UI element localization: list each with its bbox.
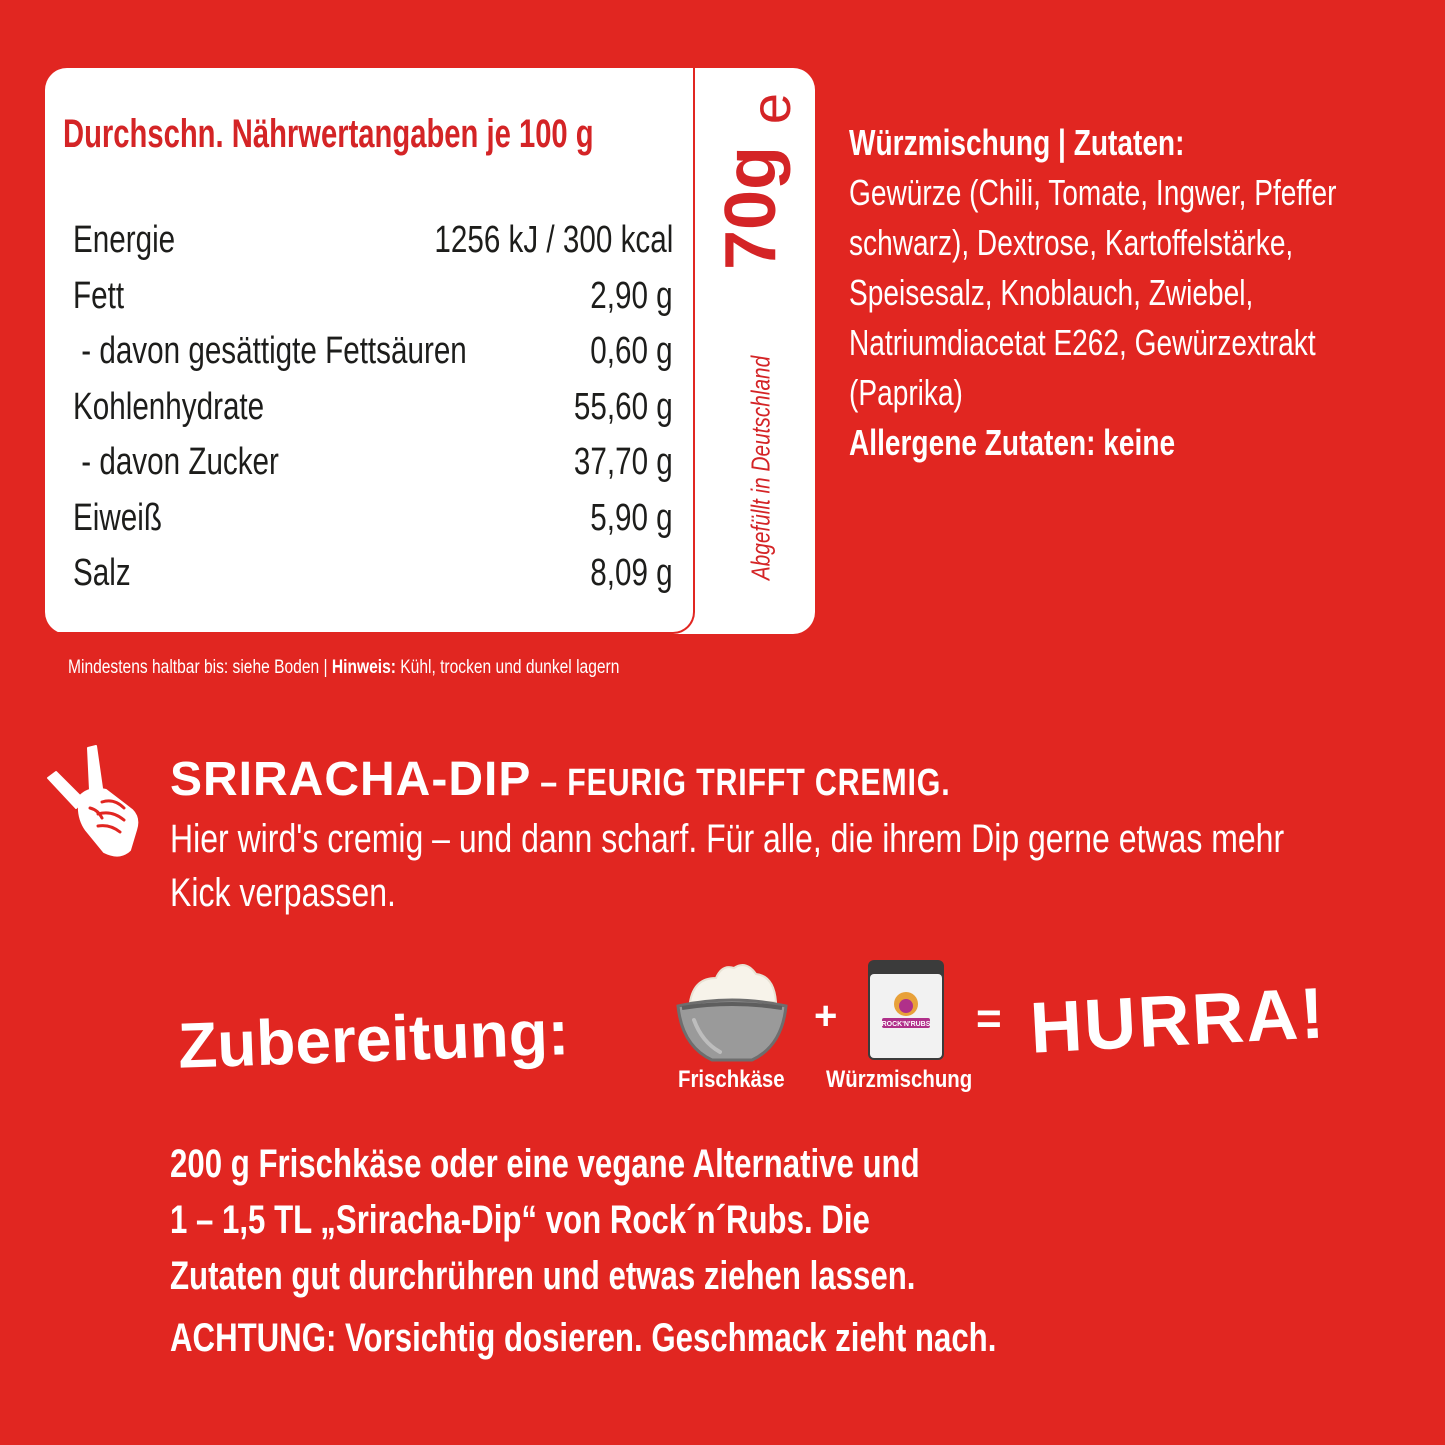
dip-text-line: Hier wird's cremig – und dann scharf. Für alle, die ihrem Dip gerne etwas mehr xyxy=(170,817,1285,861)
nutrition-label: Eiweiß xyxy=(73,496,162,539)
spice-mix-caption: Würzmischung xyxy=(826,1066,973,1093)
ingredients-heading: Würzmischung | Zutaten: xyxy=(849,122,1185,163)
equals-sign: = xyxy=(976,994,1002,1043)
nutrition-table xyxy=(73,218,673,607)
nutrition-label: Salz xyxy=(73,552,131,594)
origin-note: Abgefüllt in Deutschland xyxy=(745,355,776,581)
nutrition-row xyxy=(73,329,673,385)
nutrition-row xyxy=(73,218,673,274)
recipe-line: 1 – 1,5 TL „Sriracha-Dip“ von Rock´n´Rubs. Die xyxy=(170,1198,870,1242)
recipe-line: 200 g Frischkäse oder eine vegane Alternative und xyxy=(170,1142,920,1186)
nutrition-label: - davon Zucker xyxy=(73,441,279,483)
tin-brand: ROCK'N'RUBS xyxy=(881,1021,931,1028)
hint-text: Kühl, trocken und dunkel lagern xyxy=(395,657,620,678)
ingredients-line: schwarz), Dextrose, Kartoffelstärke, xyxy=(849,222,1294,263)
ingredients-line: Gewürze (Chili, Tomate, Ingwer, Pfeffer xyxy=(849,172,1337,213)
nutrition-card xyxy=(45,68,815,634)
nutrition-row xyxy=(73,274,673,330)
net-weight: 70g xyxy=(711,145,791,271)
ingredients-line: Natriumdiacetat E262, Gewürzextrakt xyxy=(849,322,1316,363)
allergens: Allergene Zutaten: keine xyxy=(849,422,1176,463)
recipe-line: Zutaten gut durchrühren und etwas ziehen lassen. xyxy=(170,1254,916,1298)
dip-title xyxy=(170,752,1056,807)
cream-cheese-caption: Frischkäse xyxy=(678,1066,785,1093)
storage-note xyxy=(68,656,619,680)
nutrition-value: 55,60 g xyxy=(574,385,673,428)
nutrition-row xyxy=(73,440,673,496)
nutrition-value: 0,60 g xyxy=(590,330,673,372)
nutrition-value: 8,09 g xyxy=(590,552,673,594)
nutrition-value: 1256 kJ / 300 kcal xyxy=(434,219,673,261)
ingredients-block xyxy=(849,118,1409,468)
hint-label: Hinweis: xyxy=(331,657,396,678)
preparation-heading: Zubereitung: xyxy=(176,996,571,1082)
rock-hand-icon xyxy=(40,738,150,858)
nutrition-title: Durchschn. Nährwertangaben je 100 g xyxy=(63,112,594,156)
best-before-text: Mindestens haltbar bis: siehe Boden | xyxy=(68,657,332,678)
spice-tin-icon xyxy=(864,958,948,1062)
weight-strip xyxy=(695,68,815,634)
nutrition-value: 37,70 g xyxy=(574,441,673,483)
nutrition-label: Kohlenhydrate xyxy=(73,385,265,428)
nutrition-value: 5,90 g xyxy=(590,496,673,539)
nutrition-label: Fett xyxy=(73,274,125,317)
dip-description xyxy=(170,812,1445,920)
result-text: HURRA! xyxy=(1028,973,1328,1069)
dip-tagline: – FEURIG TRIFFT CREMIG. xyxy=(531,762,951,804)
cream-cheese-bowl-icon xyxy=(672,950,792,1070)
nutrition-value: 2,90 g xyxy=(590,274,673,317)
warning-text: ACHTUNG: Vorsichtig dosieren. Geschmack zieht nach. xyxy=(170,1316,997,1360)
nutrition-panel xyxy=(45,68,695,634)
nutrition-row xyxy=(73,551,673,607)
ingredients-line: Speisesalz, Knoblauch, Zwiebel, xyxy=(849,272,1254,313)
dip-text-line: Kick verpassen. xyxy=(170,871,396,915)
dip-name: SRIRACHA-DIP xyxy=(170,753,532,806)
nutrition-label: - davon gesättigte Fettsäuren xyxy=(73,330,467,372)
nutrition-row xyxy=(73,496,673,552)
recipe-text xyxy=(170,1136,1131,1304)
estimated-sign: e xyxy=(739,92,803,125)
ingredients-line: (Paprika) xyxy=(849,372,963,413)
nutrition-label: Energie xyxy=(73,219,176,261)
plus-sign: + xyxy=(814,994,838,1038)
nutrition-row xyxy=(73,385,673,441)
